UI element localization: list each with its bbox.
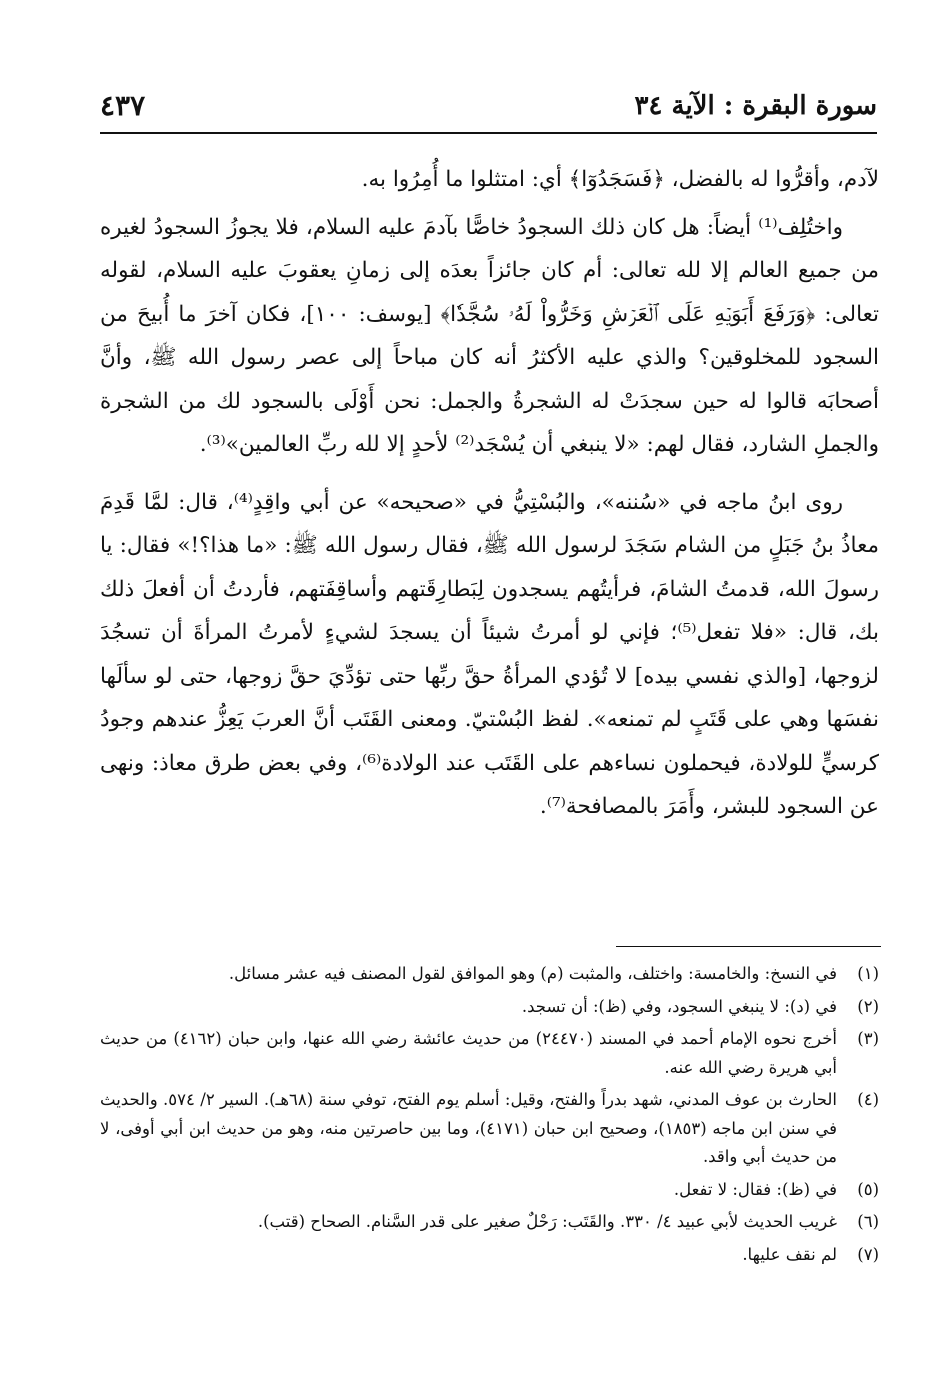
footnote-separator (616, 946, 881, 947)
footnote-number: (١) (857, 964, 879, 983)
footnote-text: الحارث بن عوف المدني، شهد بدراً والفتح، وقيل: أسلم يوم الفتح، توفي سنة (٦٨هـ). السير ٢/ ٥٧٤. والحديث في سنن ابن ماجه (١٨٥٣)، وصحيح ابن حبان (٤١٧١)، وما بين حاصرتين منه، وهو من حديث ابن أبي أوفى، لا من حديث أبي واقد. (100, 1090, 837, 1166)
footnotes (100, 960, 879, 1273)
footnote-text: في النسخ: والخامسة: واختلف، والمثبت (م) وهو الموافق لقول المصنف فيه عشر مسائل. (228, 964, 837, 983)
footnote-text: غريب الحديث لأبي عبيد ٤/ ٣٣٠. والقَتَب: رَحْلٌ صغير على قدر السَّنام. الصحاح (قتب). (257, 1212, 837, 1231)
paragraph-2: واختُلِف⁽¹⁾ أيضاً: هل كان ذلك السجودُ خاصًّا بآدمَ عليه السلام، فلا يجوزُ السجودُ لغيره من جميع العالم إلا لله تعالى: أم كان جائزاً بعدَه إلى زمانِ يعقوبَ عليه السلام، لقوله تعالى: ﴿وَرَفَعَ أَبَوَيۡهِ عَلَى ٱلۡعَرۡشِ وَخَرُّواْ لَهُۥ سُجَّدٗا﴾ [يوسف: ١٠٠]، فكان آخرَ ما أُبيحَ من السجود للمخلوقين؟ والذي عليه الأكثرُ أنه كان مباحاً إلى عصر رسول الله ﷺ، وأنَّ أصحابَه قالوا له حين سجدَتْ له الشجرةُ والجمل: نحن أَوْلَى بالسجود لك من الشجرة والجملِ الشارد، فقال لهم: «لا ينبغي أن يُسْجَد⁽²⁾ لأحدٍ إلا لله ربِّ العالمين»⁽³⁾. (100, 214, 879, 457)
footnote-7 (100, 1241, 879, 1270)
footnote-3 (100, 1025, 879, 1082)
footnote-number: (٦) (857, 1212, 879, 1231)
main-text (100, 158, 879, 829)
footnote-1 (100, 960, 879, 989)
footnote-5 (100, 1176, 879, 1205)
footnote-6 (100, 1208, 879, 1237)
footnote-4 (100, 1086, 879, 1172)
footnote-text: في (د): لا ينبغي السجود، وفي (ظ): أن تسجد. (521, 996, 837, 1016)
footnote-text: لم نقف عليها. (742, 1244, 837, 1264)
page-number: ٤٣٧ (100, 89, 146, 122)
paragraph-1: لآدم، وأقرُّوا له بالفضل، ﴿فَسَجَدُوٓا﴾ أي: امتثلوا ما أُمِرُوا به. (361, 167, 879, 192)
footnote-number: (٤) (857, 1090, 879, 1109)
footnote-text: في (ظ): فقال: لا تفعل. (673, 1179, 837, 1199)
running-title: سورة البقرة : الآية ٣٤ (634, 91, 877, 121)
footnote-number: (٧) (857, 1244, 879, 1264)
footnote-number: (٣) (857, 1029, 879, 1048)
paragraph-3: روى ابنُ ماجه في «سُننه»، والبُسْتِيُّ في «صحيحه» عن أبي واقِدٍ⁽⁴⁾، قال: لمَّا قَدِمَ معاذُ بنُ جَبَلٍ من الشام سَجَدَ لرسول الله ﷺ، فقال رسول الله ﷺ: «ما هذا؟!» فقال: يا رسولَ الله، قدمتُ الشامَ، فرأيتُهم يسجدون لِبَطارِقَتهم وأساقِفَتهم، فأردتُ أن أفعلَ ذلك بك، قال: «فلا تفعل⁽⁵⁾؛ فإني لو أمرتُ شيئاً أن يسجدَ لشيءٍ لأمرتُ المرأةَ أن تسجُدَ لزوجها، [والذي نفسي بيده] لا تُؤدي المرأةُ حقَّ ربِّها حتى تؤدِّيَ حقَّ زوجها، حتى لو سألَها نفسَها وهي على قَتَبٍ لم تمنعه». لفظ البُسْتيّ. ومعنى القَتَب أنَّ العربَ يَعِزُّ عندهم وجودُ كرسيٍّ للولادة، فيحملون نساءهم على القَتَب عند الولادة⁽⁶⁾، وفي بعض طرق معاذ: ونهى عن السجود للبشر، وأَمَرَ بالمصافحة⁽⁷⁾. (100, 489, 879, 819)
header-rule (100, 132, 877, 134)
footnote-2 (100, 993, 879, 1022)
footnote-number: (٥) (857, 1179, 879, 1199)
footnote-number: (٢) (857, 996, 879, 1016)
footnote-text: أخرج نحوه الإمام أحمد في المسند (٢٤٤٧٠) من حديث عائشة رضي الله عنها، وابن حبان (٤١٦٢) من حديث أبي هريرة رضي الله عنه. (100, 1029, 837, 1077)
page-header (100, 86, 877, 130)
